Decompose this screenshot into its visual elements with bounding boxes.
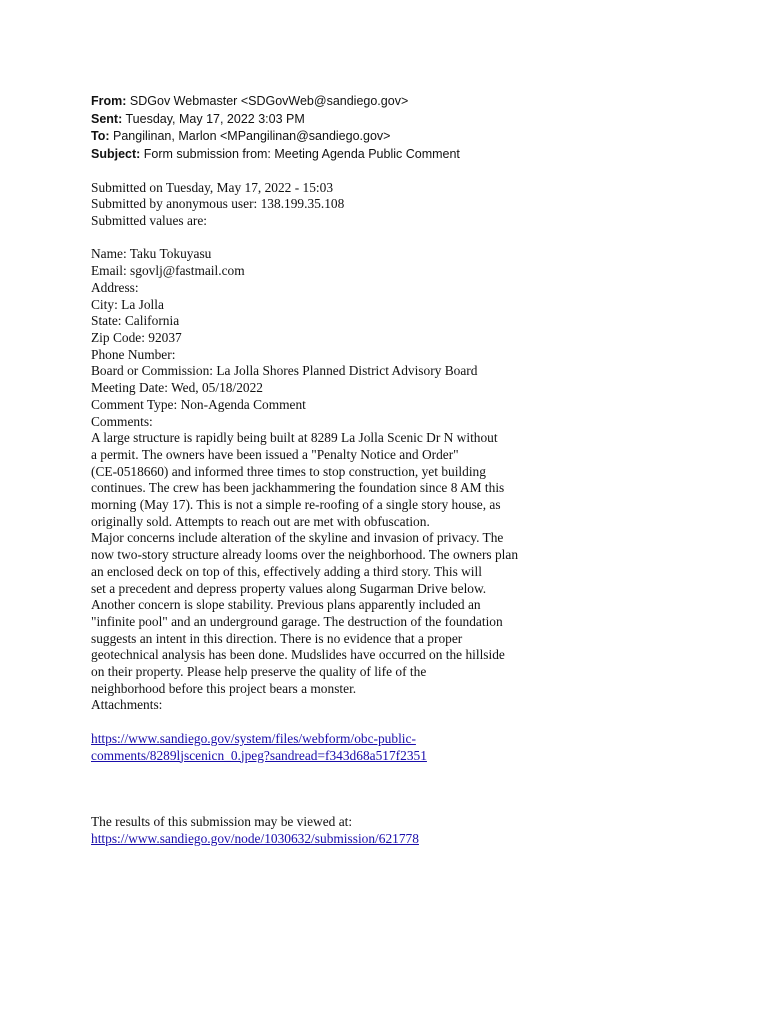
comment-line: Another concern is slope stability. Previous plans apparently included an <box>91 597 481 613</box>
comment-line: set a precedent and depress property values along Sugarman Drive below. <box>91 580 487 596</box>
from-row <box>91 93 731 111</box>
intro-line: Submitted values are: <box>91 213 208 229</box>
attachment-link[interactable] <box>91 731 731 764</box>
spacer <box>91 163 731 180</box>
field-phone: Phone Number: <box>91 346 176 362</box>
field-state: State: California <box>91 313 180 329</box>
spacer <box>91 230 731 247</box>
comment-line: geotechnical analysis has been done. Mudslides have occurred on the hillside <box>91 647 505 663</box>
comment-line: A large structure is rapidly being built at 8289 La Jolla Scenic Dr N without <box>91 430 498 446</box>
field-board: Board or Commission: La Jolla Shores Planned District Advisory Board <box>91 363 478 379</box>
comment-line: originally sold. Attempts to reach out are met with obfuscation. <box>91 513 430 529</box>
comment-line: Major concerns include alteration of the skyline and invasion of privacy. The <box>91 530 504 546</box>
comment-line: now two-story structure already looms over the neighborhood. The owners plan <box>91 547 519 563</box>
intro-line: Submitted by anonymous user: 138.199.35.108 <box>91 196 345 212</box>
email-body <box>91 180 731 848</box>
subject-label: Subject: <box>91 146 141 161</box>
attachment-link-line[interactable]: https://www.sandiego.gov/system/files/webform/obc-public- <box>91 730 416 746</box>
email-header <box>91 93 731 163</box>
spacer <box>91 764 731 814</box>
comment-line: (CE-0518660) and informed three times to stop construction, yet building <box>91 463 486 479</box>
intro-block <box>91 180 731 230</box>
email-document <box>91 93 731 848</box>
field-comment-type: Comment Type: Non-Agenda Comment <box>91 396 306 412</box>
comment-line: suggests an intent in this direction. There is no evidence that a proper <box>91 630 463 646</box>
field-meeting-date: Meeting Date: Wed, 05/18/2022 <box>91 380 263 396</box>
attachments-label: Attachments: <box>91 697 163 713</box>
comment-line: neighborhood before this project bears a monster. <box>91 680 357 696</box>
field-name: Name: Taku Tokuyasu <box>91 246 212 262</box>
comment-line: morning (May 17). This is not a simple re-roofing of a single story house, as <box>91 497 501 513</box>
comment-block <box>91 430 731 697</box>
comment-line: on their property. Please help preserve the quality of life of the <box>91 664 427 680</box>
field-address: Address: <box>91 279 139 295</box>
sent-label: Sent: <box>91 111 123 126</box>
to-row <box>91 128 731 146</box>
field-zip: Zip Code: 92037 <box>91 330 182 345</box>
intro-line: Submitted on Tuesday, May 17, 2022 - 15:03 <box>91 179 334 195</box>
comment-line: a permit. The owners have been issued a "Penalty Notice and Order" <box>91 446 459 462</box>
to-value: Pangilinan, Marlon <MPangilinan@sandiego.gov> <box>113 129 391 143</box>
subject-value: Form submission from: Meeting Agenda Public Comment <box>143 146 460 161</box>
comment-line: an enclosed deck on top of this, effectively adding a third story. This will <box>91 563 482 579</box>
attachment-link-line[interactable]: comments/8289ljscenicn_0.jpeg?sandread=f343d68a517f2351 <box>91 747 427 763</box>
results-text: The results of this submission may be viewed at: <box>91 814 353 830</box>
fields-block <box>91 246 731 430</box>
spacer <box>91 714 731 731</box>
subject-row <box>91 146 731 164</box>
from-value: SDGov Webmaster <SDGovWeb@sandiego.gov> <box>129 94 409 108</box>
comment-line: continues. The crew has been jackhammering the foundation since 8 AM this <box>91 480 505 496</box>
to-label: To: <box>91 129 110 143</box>
from-label: From: <box>91 94 127 108</box>
sent-value: Tuesday, May 17, 2022 3:03 PM <box>125 111 305 126</box>
field-email: Email: sgovlj@fastmail.com <box>91 263 245 279</box>
field-comments-label: Comments: <box>91 413 153 429</box>
comment-line: "infinite pool" and an underground garage. The destruction of the foundation <box>91 613 503 629</box>
results-link[interactable]: https://www.sandiego.gov/node/1030632/submission/621778 <box>91 830 419 846</box>
sent-row <box>91 111 731 129</box>
field-city: City: La Jolla <box>91 296 164 312</box>
